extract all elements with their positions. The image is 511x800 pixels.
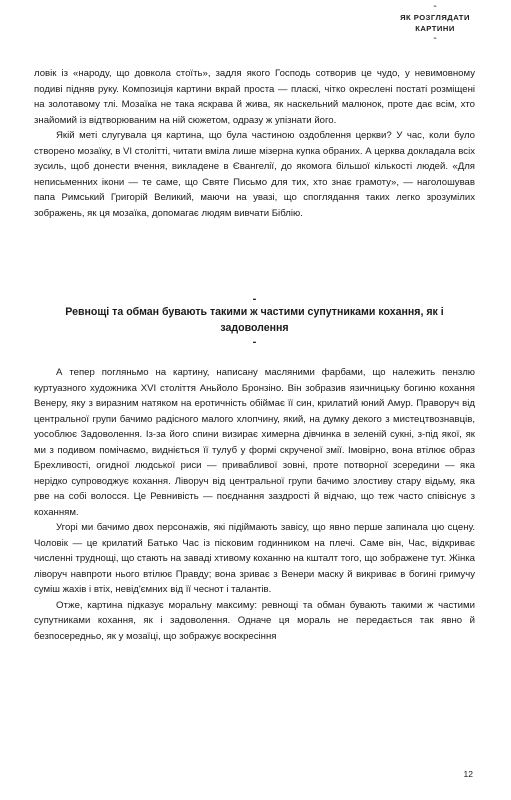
body-text-top: [34, 66, 475, 221]
running-header: [385, 2, 485, 44]
page-number: 12: [463, 769, 473, 779]
paragraph-bronzino: А тепер погляньмо на картину, написану масляними фарбами, що належить пензлю куртуазного художника XVI століття Аньйоло Бронзіно. Він зобразив язичницьку богиню кохання Венеру, яку з виразним натяком на еротичність обіймає її син, крилатий юний Амур. Праворуч від центральної групи бачимо радісного малого хлопчину, який, на думку декого з мистецтвознавців, уособлює Задоволення. Із-за його спини визирає химерна дівчинка в зеленій сукні, з-під якої, як ми з подивом помічаємо, видніється її тулуб у формі скрученої змії. Імовірно, вона втілює образ Брехливості, огидної людської риси — привабливої зовні, проте потворної зсередини — яка нерідко супроводжує кохання. Ліворуч від центральної групи бачимо злостиву стару відьму, яка рве на собі волосся. Це Ревнивість — поєднання заздрості й відчаю, що теж часто співіснує з коханням.: [34, 367, 475, 518]
paragraph-moral: Отже, картина підказує моральну максиму: ревнощі та обман бувають такими ж частими супутниками кохання, як і задоволення. Одначе ця мораль не передається так явно й безпосередньо, як у мозаїці, що зображує воскресіння: [34, 599, 475, 642]
paragraph-continuation: ловік із «народу, що довкола стоїть», задля якого Господь сотворив це чудо, у невимовному подиві підняв руку. Композиція картини вкрай проста — пласкі, чітко окреслені постаті розміщені на золотавому тлі. Мозаїка не така яскрава й жива, як наскельний малюнок, проте дає всім, хто знайомий із відтворюваним на ній сюжетом, одразу ж упізнати його.: [34, 68, 475, 126]
paragraph-time-truth: Угорі ми бачимо двох персонажів, які підіймають завісу, що явно перше запинала цю сцену. Чоловік — це крилатий Батько Час із пісковим годинником на плечі. Саме він, Час, відкриває численні труднощі, що стають на заваді хтивому коханню на кшталт того, що зображене тут. Жінка ліворуч навпроти нього втілює Правду; вона зриває з Венери маску й викриває в богині гримучу суміш жахів і втіх, невід'ємних від її чеснот і талантів.: [34, 522, 475, 595]
section-heading: Ревнощі та обман бувають такими ж частими супутниками кохання, як і задоволення: [65, 306, 444, 334]
section-heading-block: [34, 293, 475, 348]
header-title-line2: КАРТИНИ: [415, 24, 455, 33]
heading-dash-top: -: [252, 293, 257, 305]
header-title-line1: ЯК РОЗГЛЯДАТИ: [400, 13, 470, 22]
header-dash-top: -: [433, 1, 437, 12]
heading-dash-bottom: -: [252, 336, 257, 348]
header-dash-bottom: -: [433, 33, 437, 44]
body-text-bottom: [34, 365, 475, 644]
paragraph-purpose: Якій меті слугувала ця картина, що була частиною оздоблення церкви? У час, коли було створено мозаїку, в VI столітті, читати вміла лише мізерна купка обраних. А церква докладала всіх зусиль, щоб донести вчення, викладене в Євангелії, до якомога більшої кількості людей. «Для неписьменних ікони — те саме, що Святе Письмо для тих, хто знає грамоту», — наголошував папа Римський Григорій Великий, маючи на увазі, що споглядання таких легко зрозумілих зображень, як ця мозаїка, допомагає людям вивчати Біблію.: [34, 130, 475, 219]
